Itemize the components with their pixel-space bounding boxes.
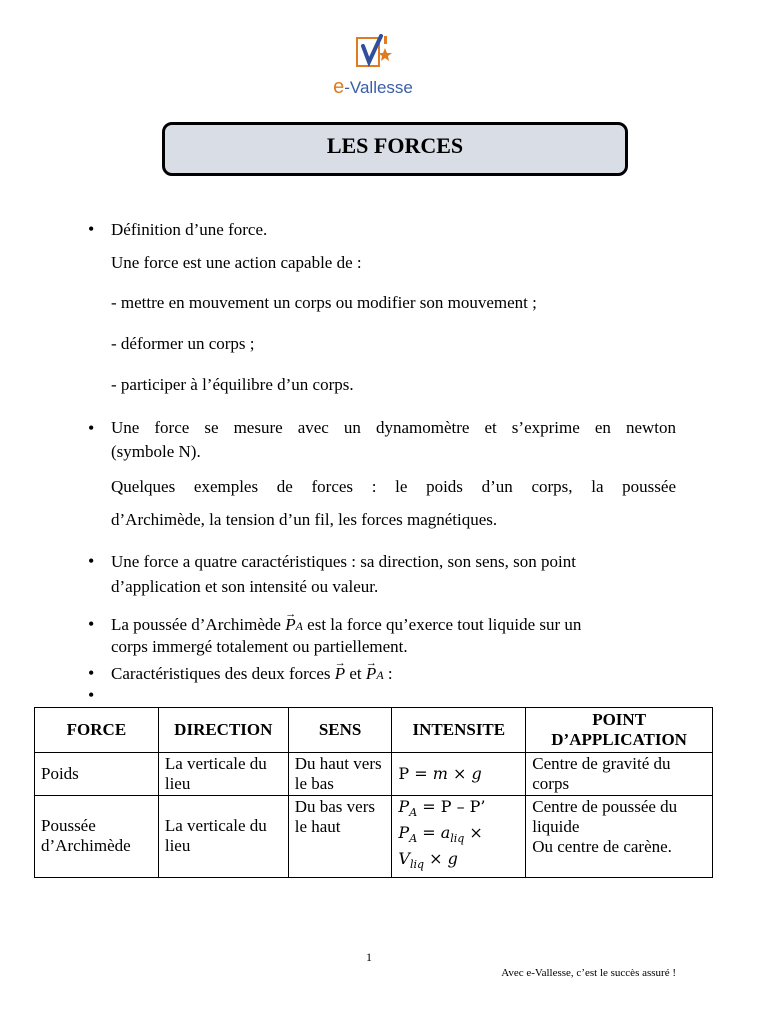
formula-pa-1: $P_A = P - P$’ <box>398 797 486 820</box>
bullet-icon: • <box>88 418 95 438</box>
page-number: 1 <box>366 950 372 964</box>
cell-point-application: Centre de gravité du corps <box>526 753 713 796</box>
definition-item-1: - mettre en mouvement un corps ou modifier son mouvement ; <box>111 293 537 312</box>
header-sens: SENS <box>288 708 392 753</box>
formula-weight: P = m × g <box>398 764 482 783</box>
bullet-icon: • <box>88 614 95 634</box>
definition-item-2: - déformer un corps ; <box>111 334 255 353</box>
measure-line-2: (symbole N). <box>111 442 201 461</box>
table-row <box>35 796 713 878</box>
brand-name: e-Vallesse <box>333 76 413 98</box>
formula-pa-3: $V_{liq} \times g$ <box>398 849 458 872</box>
brand-logo <box>328 34 418 96</box>
deux-forces-line: Caractéristiques des deux forces → P et → PA : <box>111 664 393 685</box>
cell-force: Poids <box>35 753 159 796</box>
vector-p-symbol: → P <box>335 664 345 683</box>
definition-item-3: - participer à l’équilibre d’un corps. <box>111 375 354 394</box>
header-force: FORCE <box>35 708 159 753</box>
bullet-icon: • <box>88 663 95 683</box>
table-row <box>35 753 713 796</box>
bullet-icon: • <box>88 551 95 571</box>
header-direction: DIRECTION <box>158 708 288 753</box>
bullet-icon: • <box>88 685 95 705</box>
archimede-line-1: La poussée d’Archimède → PA est la force qu’exerce tout liquide sur un <box>111 615 581 636</box>
archimede-line-2: corps immergé totalement ou partiellement. <box>111 637 408 656</box>
examples-line-1: Quelques exemples de forces : le poids d’un corps, la poussée <box>111 477 676 496</box>
title-box <box>162 122 628 176</box>
forces-table <box>34 707 713 878</box>
bullet-icon: • <box>88 219 95 239</box>
cell-sens: Du bas vers le haut <box>288 796 392 878</box>
cell-sens: Du haut vers le bas <box>288 753 392 796</box>
footer-slogan: Avec e-Vallesse, c’est le succès assuré ! <box>501 967 676 979</box>
examples-line-2: d’Archimède, la tension d’un fil, les forces magnétiques. <box>111 510 498 529</box>
cell-intensite <box>392 796 526 878</box>
table-header-row <box>35 708 713 753</box>
measure-line-1: Une force se mesure avec un dynamomètre et s’exprime en newton <box>111 418 676 437</box>
cell-point-application: Centre de poussée du liquide Ou centre de carène. <box>526 796 713 878</box>
formula-pa-2: $P_A = a_{liq}$ × <box>398 823 483 846</box>
header-intensite: INTENSITE <box>392 708 526 753</box>
cell-force: Poussée d’Archimède <box>35 796 159 878</box>
ev-check-logo-icon <box>354 34 394 74</box>
definition-intro: Une force est une action capable de : <box>111 253 362 272</box>
vector-pa-symbol: → PA <box>366 664 384 683</box>
cell-intensite <box>392 753 526 796</box>
caracteristiques-line-2: d’application et son intensité ou valeur. <box>111 577 379 596</box>
caracteristiques-line-1: Une force a quatre caractéristiques : sa direction, son sens, son point <box>111 552 576 571</box>
page-title: LES FORCES <box>326 133 464 158</box>
definition-heading: Définition d’une force. <box>111 220 268 239</box>
cell-direction: La verticale du lieu <box>158 796 288 878</box>
vector-pa-symbol: → PA <box>285 615 303 634</box>
header-point-application: POINT D’APPLICATION <box>526 708 713 753</box>
cell-direction: La verticale du lieu <box>158 753 288 796</box>
